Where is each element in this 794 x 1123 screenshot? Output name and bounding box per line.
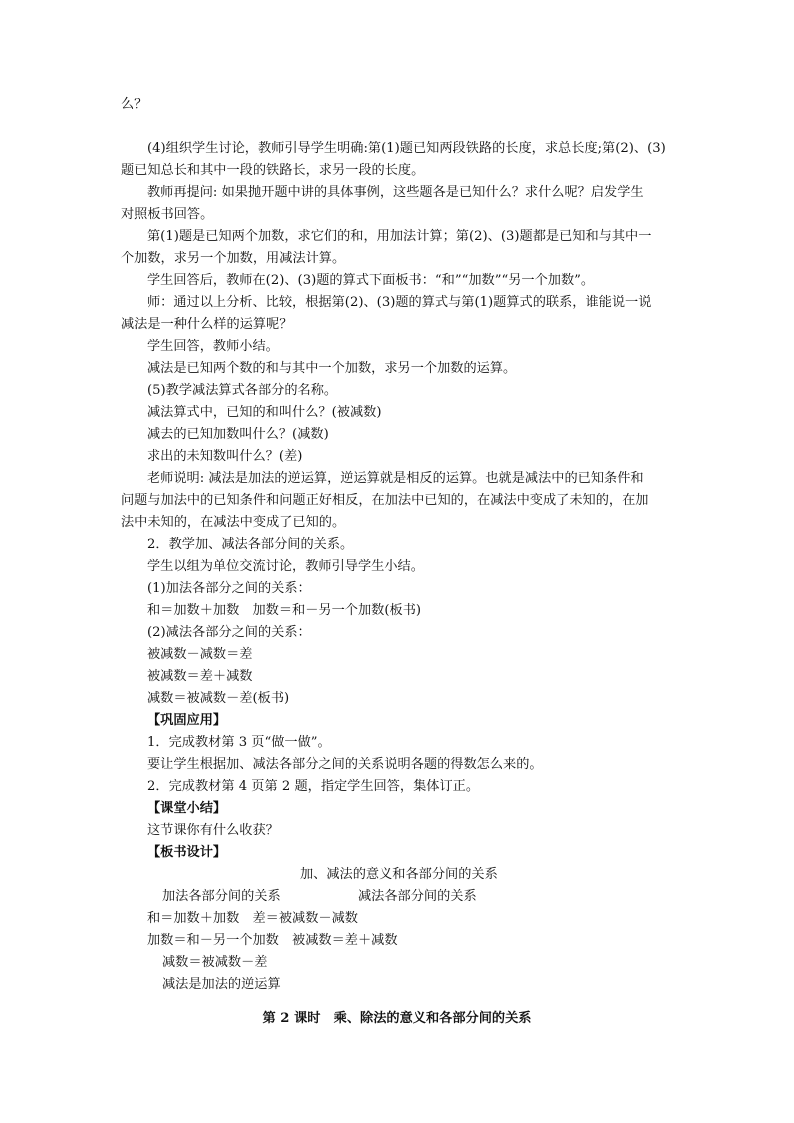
section-heading: 【巩固应用】 bbox=[147, 713, 227, 728]
text-line: 2．教学加、减法各部分间的关系。 bbox=[147, 537, 354, 552]
text-line: 第(1)题是已知两个加数，求它们的和，用加法计算；第(2)、(3)题都是已知和与其中一 bbox=[147, 229, 652, 244]
text-line: 师：通过以上分析、比较，根据第(2)、(3)题的算式与第(1)题算式的联系，谁能说一说 bbox=[147, 295, 652, 310]
board-line: 加数＝和－另一个加数 被减数＝差＋减数 bbox=[147, 933, 398, 948]
text-line: (1)加法各部分之间的关系： bbox=[147, 581, 311, 596]
text-line: 么？ bbox=[121, 97, 148, 112]
text-line: 教师再提问: 如果抛开题中讲的具体事例，这些题各是已知什么？求什么呢？启发学生 bbox=[147, 185, 644, 200]
text-line: (4)组织学生讨论，教师引导学生明确:第(1)题已知两段铁路的长度，求总长度;第(2)、(3) bbox=[147, 141, 666, 156]
text-line: (5)教学减法算式各部分的名称。 bbox=[147, 383, 338, 398]
text-line: 求出的未知数叫什么？(差) bbox=[147, 449, 303, 464]
text-line: (2)减法各部分之间的关系： bbox=[147, 625, 311, 640]
section-heading: 【板书设计】 bbox=[147, 845, 227, 860]
text-line: 减法算式中，已知的和叫什么？(被减数) bbox=[147, 405, 382, 420]
text-line: 这节课你有什么收获？ bbox=[147, 823, 279, 838]
text-line: 法中未知的，在减法中变成了已知的。 bbox=[121, 515, 346, 530]
text-line: 问题与加法中的已知条件和问题正好相反，在加法中已知的，在减法中变成了未知的，在加 bbox=[121, 493, 649, 508]
board-line: 和＝加数＋加数 差＝被减数－减数 bbox=[147, 911, 358, 926]
board-title: 加、减法的意义和各部分间的关系 bbox=[300, 867, 498, 882]
text-line: 减去的已知加数叫什么？(减数) bbox=[147, 427, 329, 442]
text-line: 要让学生根据加、减法各部分之间的关系说明各题的得数怎么来的。 bbox=[147, 757, 543, 772]
board-col-heading-addition: 加法各部分间的关系 bbox=[162, 889, 281, 904]
text-line: 对照板书回答。 bbox=[121, 207, 214, 222]
text-line: 减法是一种什么样的运算呢？ bbox=[121, 317, 293, 332]
text-line: 减数＝被减数－差(板书) bbox=[147, 691, 290, 706]
text-line: 2．完成教材第 4 页第 2 题，指定学生回答，集体订正。 bbox=[147, 779, 480, 794]
text-line: 题已知总长和其中一段的铁路长，求另一段的长度。 bbox=[121, 163, 425, 178]
text-line: 学生回答，教师小结。 bbox=[147, 339, 279, 354]
text-line: 学生回答后，教师在(2)、(3)题的算式下面板书：“和”“加数”“另一个加数”。 bbox=[147, 273, 595, 288]
board-col-heading-subtraction: 减法各部分间的关系 bbox=[358, 889, 477, 904]
text-line: 被减数＝差＋减数 bbox=[147, 669, 253, 684]
text-line: 学生以组为单位交流讨论，教师引导学生小结。 bbox=[147, 559, 424, 574]
section-heading: 【课堂小结】 bbox=[147, 801, 227, 816]
board-line: 减数＝被减数－差 bbox=[162, 955, 268, 970]
next-lesson-heading: 第 2 课时 乘、除法的意义和各部分间的关系 bbox=[262, 1011, 532, 1026]
text-line: 减法是已知两个数的和与其中一个加数，求另一个加数的运算。 bbox=[147, 361, 517, 376]
text-line: 1．完成教材第 3 页“做一做”。 bbox=[147, 735, 331, 750]
text-line: 和＝加数＋加数 加数＝和－另一个加数(板书) bbox=[147, 603, 422, 618]
board-line: 减法是加法的逆运算 bbox=[162, 977, 281, 992]
text-line: 个加数，求另一个加数，用减法计算。 bbox=[121, 251, 346, 266]
text-line: 老师说明: 减法是加法的逆运算，逆运算就是相反的运算。也就是减法中的已知条件和 bbox=[147, 471, 644, 486]
text-line: 被减数－减数＝差 bbox=[147, 647, 253, 662]
